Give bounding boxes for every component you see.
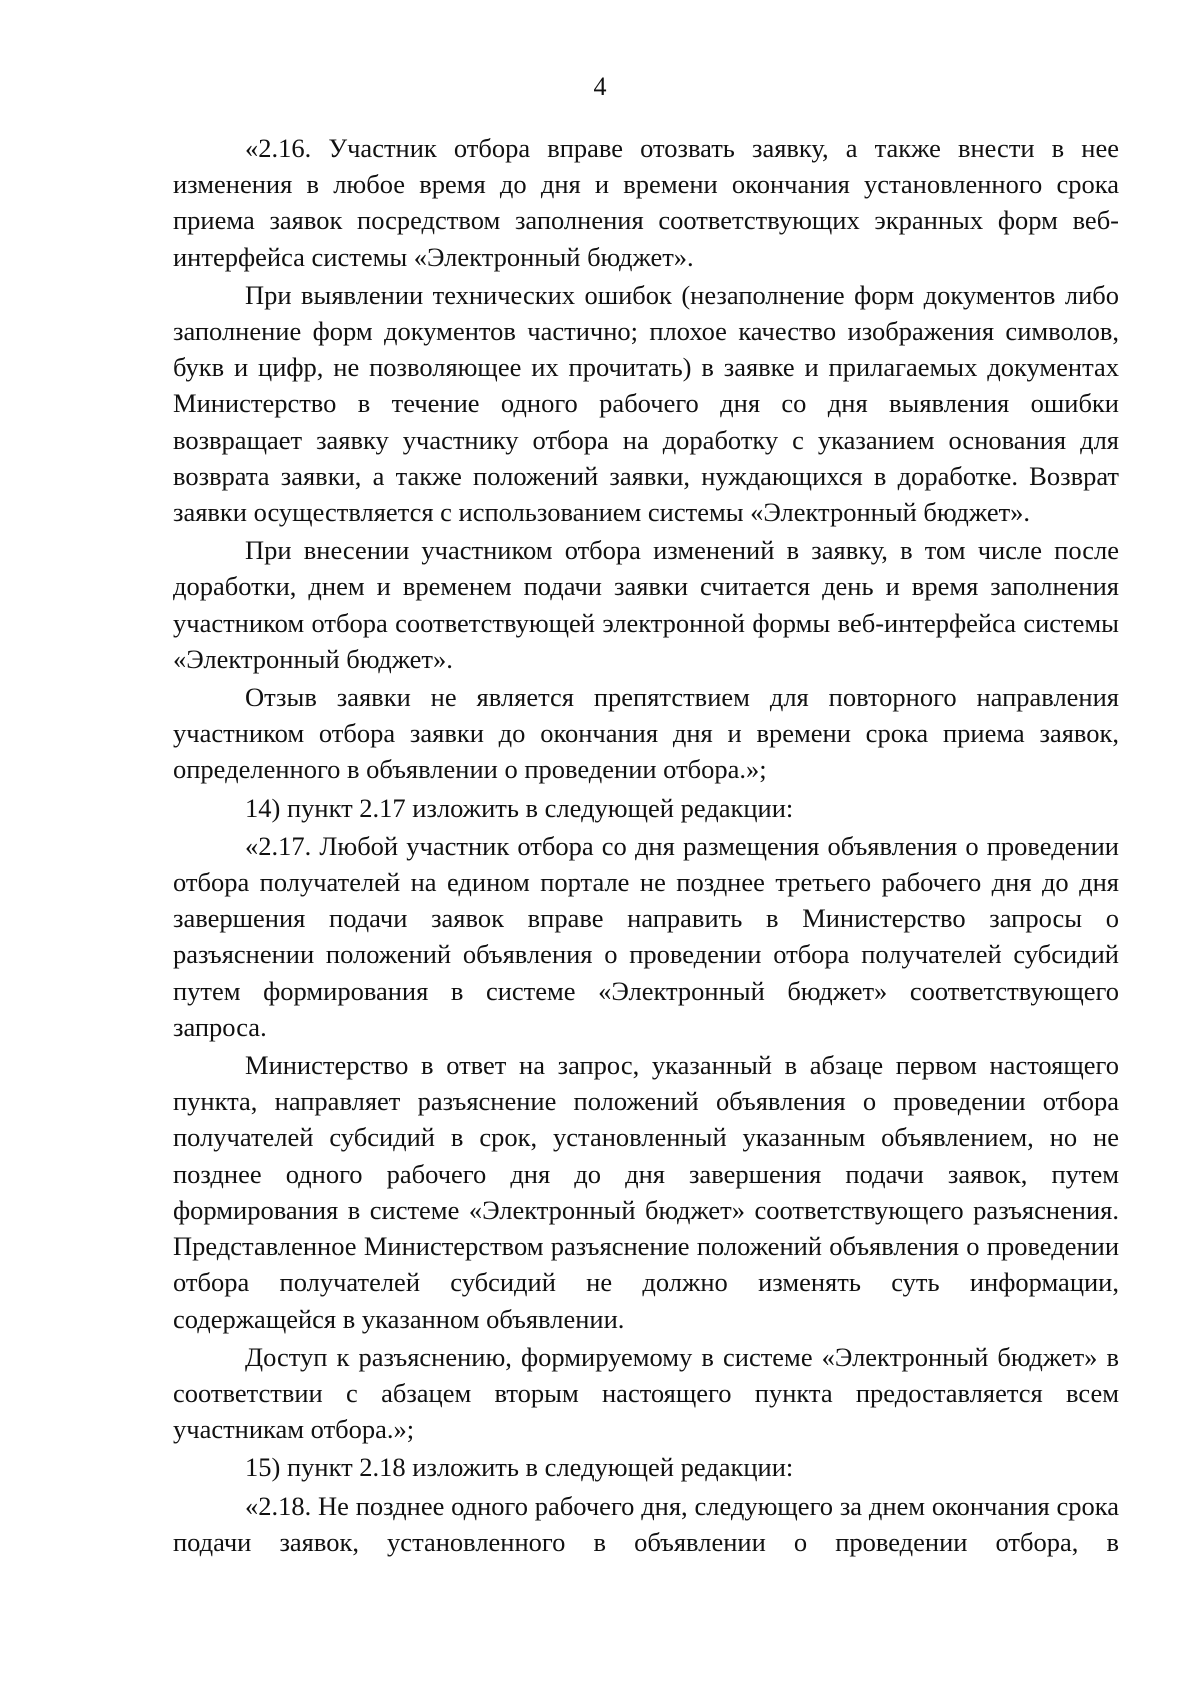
paragraph-2-18: «2.18. Не позднее одного рабочего дня, следующего за днем окончания срока подачи заявок, установленного в объявлении о проведении отбора, в [173,1490,1119,1557]
page-number: 4 [593,72,607,101]
document-body [173,130,1119,1562]
paragraph-technical-errors: При выявлении технических ошибок (незаполнение форм документов либо заполнение форм документов частично; плохое качество изображения символов, букв и цифр, не позволяющее их прочитать) в заявке и прилагаемых документах Министерство в течение одного рабочего дня со дня выявления ошибки возвращает заявку участнику отбора на доработку с указанием основания для возврата заявки, а также положений заявки, нуждающихся в доработке. Возврат заявки осуществляется с использованием системы «Электронный бюджет». [173,279,1119,528]
paragraph-2-17: «2.17. Любой участник отбора со дня размещения объявления о проведении отбора получателей на едином портале не позднее третьего рабочего дня до дня завершения подачи заявок вправе направить в Министерство запросы о разъяснении положений объявления о проведении отбора получателей субсидий путем формирования в системе «Электронный бюджет» соответствующего запроса. [173,830,1119,1042]
paragraph-changes-submission: При внесении участником отбора изменений в заявку, в том числе после доработки, днем и временем подачи заявки считается день и время заполнения участником отбора соответствующей электронной формы веб-интерфейса системы «Электронный бюджет». [173,535,1119,674]
paragraph-ministry-response: Министерство в ответ на запрос, указанный в абзаце первом настоящего пункта, направляет разъяснение положений объявления о проведении отбора получателей субсидий в срок, установленный указанным объявлением, но не позднее одного рабочего дня до дня завершения подачи заявок, путем формирования в системе «Электронный бюджет» соответствующего разъяснения. Представленное Министерством разъяснение положений объявления о проведении отбора получателей субсидий не должно изменять суть информации, содержащейся в указанном объявлении. [173,1050,1119,1334]
paragraph-access-clarification: Доступ к разъяснению, формируемому в системе «Электронный бюджет» в соответствии с абзацем вторым настоящего пункта предоставляется всем участникам отбора.»; [173,1341,1119,1445]
paragraph-2-16: «2.16. Участник отбора вправе отозвать заявку, а также внести в нее изменения в любое время до дня и времени окончания установленного срока приема заявок посредством заполнения соответствующих экранных форм веб-интерфейса системы «Электронный бюджет». [173,133,1119,272]
paragraph-withdrawal: Отзыв заявки не является препятствием для повторного направления участником отбора заявки до окончания дня и времени срока приема заявок, определенного в объявлении о проведении отбора.»; [173,682,1119,785]
paragraph-item-15: 15) пункт 2.18 изложить в следующей редакции: [245,1452,794,1483]
paragraph-item-14: 14) пункт 2.17 изложить в следующей редакции: [245,792,794,823]
